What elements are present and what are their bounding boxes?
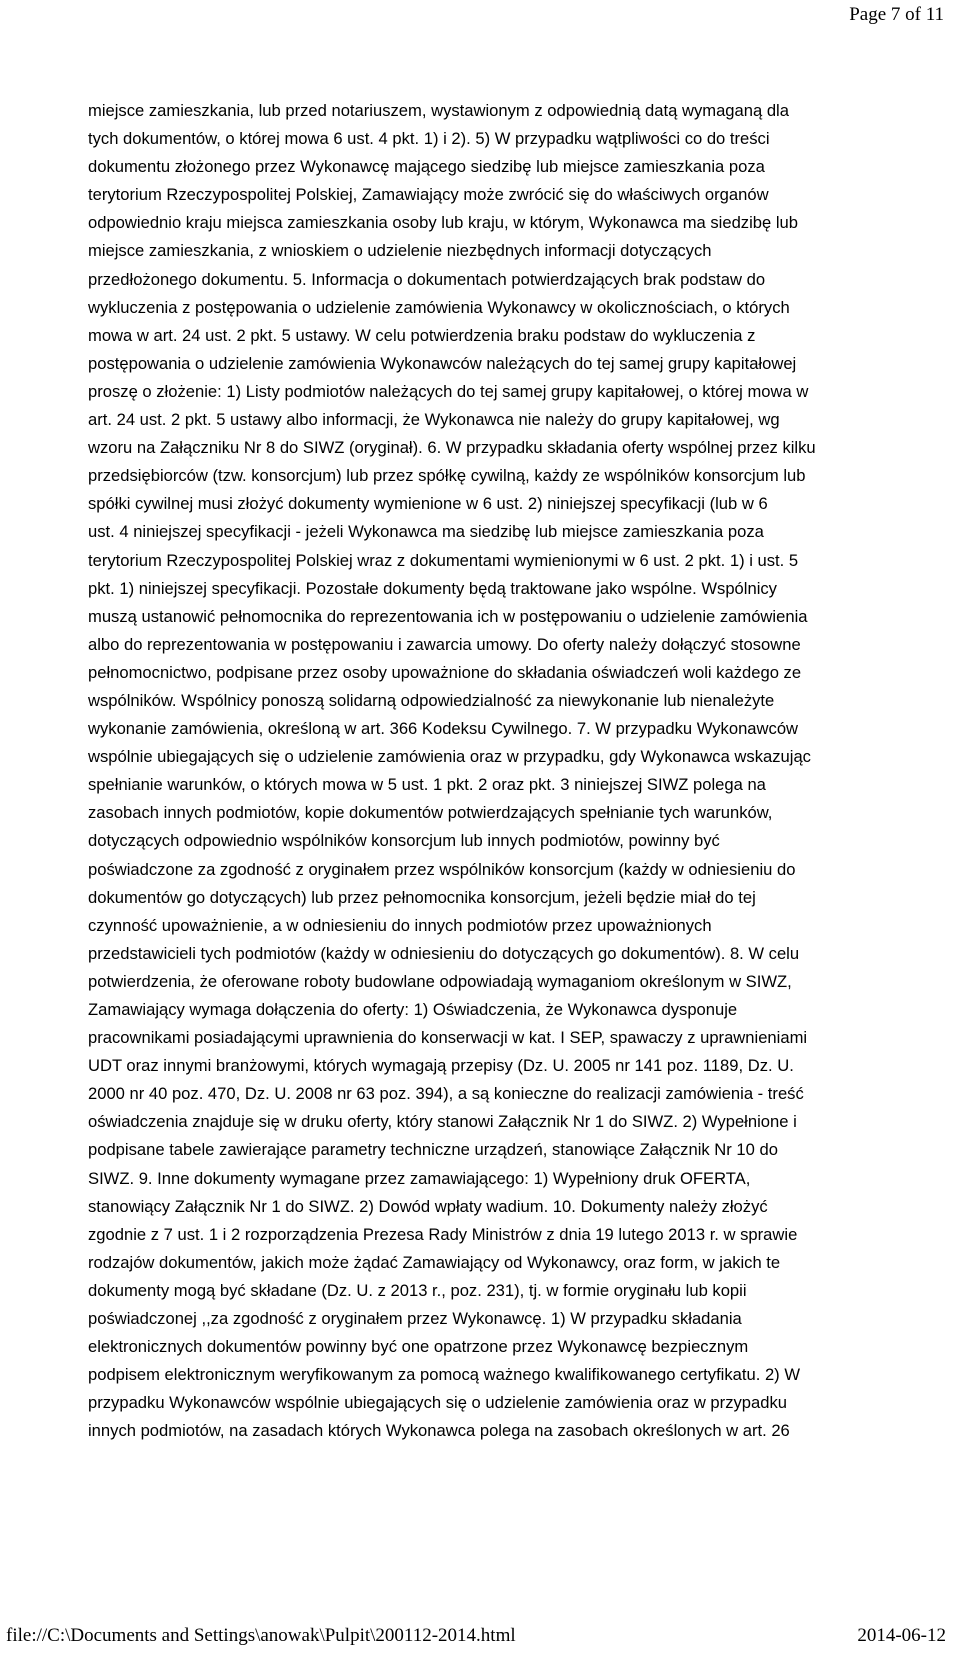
body-text-line: dokumentu złożonego przez Wykonawcę mającego siedzibę lub miejsce zamieszkania poza <box>88 157 765 177</box>
body-text-line: podpisane tabele zawierające parametry techniczne urządzeń, stanowiące Załącznik Nr 10 do <box>88 1140 778 1160</box>
body-text-line: pracownikami posiadającymi uprawnienia do konserwacji w kat. I SEP, spawaczy z uprawnieniami <box>88 1028 808 1048</box>
body-text-line: mowa w art. 24 ust. 2 pkt. 5 ustawy. W celu potwierdzenia braku podstaw do wykluczenia z <box>88 325 756 345</box>
body-text-line: muszą ustanowić pełnomocnika do reprezentowania ich w postępowaniu o udzielenie zamówienia <box>88 606 808 626</box>
body-text-line: oświadczenia znajduje się w druku oferty, który stanowi Załącznik Nr 1 do SIWZ. 2) Wypełnione i <box>88 1112 797 1132</box>
body-text-line: wspólników. Wspólnicy ponoszą solidarną odpowiedzialność za niewykonanie lub nienależyte <box>88 690 775 710</box>
body-text-line: terytorium Rzeczypospolitej Polskiej, Zamawiający może zwrócić się do właściwych organów <box>88 185 769 205</box>
body-text-line: rodzajów dokumentów, jakich może żądać Zamawiający od Wykonawcy, oraz form, w jakich te <box>88 1252 781 1272</box>
footer-file-path: file://C:\Documents and Settings\anowak\Pulpit\200112-2014.html <box>6 1625 516 1646</box>
body-text-line: Zamawiający wymaga dołączenia do oferty: 1) Oświadczenia, że Wykonawca dysponuje <box>88 1000 738 1019</box>
body-text-line: zasobach innych podmiotów, kopie dokumentów potwierdzających spełnianie tych warunków, <box>88 803 773 823</box>
body-text-line: poświadczonej ,,za zgodność z oryginałem przez Wykonawcę. 1) W przypadku składania <box>88 1309 742 1329</box>
document-body <box>88 97 928 1446</box>
body-text-line: art. 24 ust. 2 pkt. 5 ustawy albo informacji, że Wykonawca nie należy do grupy kapitałowej, wg <box>88 410 780 430</box>
body-text-line: czynność upoważnienie, a w odniesieniu do innych podmiotów przez upoważnionych <box>88 915 712 935</box>
body-text-line: terytorium Rzeczypospolitej Polskiej wraz z dokumentami wymienionymi w 6 ust. 2 pkt. 1) i ust. 5 <box>88 550 799 570</box>
body-text-line: przedsiębiorców (tzw. konsorcjum) lub przez spółkę cywilną, każdy ze wspólników konsorcjum lub <box>88 466 806 486</box>
body-text-line: potwierdzenia, że oferowane roboty budowlane odpowiadają wymaganiom określonym w SIWZ, <box>88 971 792 991</box>
body-text-line: elektronicznych dokumentów powinny być one opatrzone przez Wykonawcę bezpiecznym <box>88 1337 749 1357</box>
body-text-line: spełnianie warunków, o których mowa w 5 ust. 1 pkt. 2 oraz pkt. 3 niniejszej SIWZ polega na <box>88 775 766 795</box>
body-text-line: dokumenty mogą być składane (Dz. U. z 2013 r., poz. 231), tj. w formie oryginału lub kopii <box>88 1280 747 1300</box>
body-text-line: spółki cywilnej musi złożyć dokumenty wymienione w 6 ust. 2) niniejszej specyfikacji (lub w 6 <box>88 494 768 514</box>
body-text-line: miejsce zamieszkania, z wnioskiem o udzielenie niezbędnych informacji dotyczących <box>88 241 712 261</box>
body-text-line: 2000 nr 40 poz. 470, Dz. U. 2008 nr 63 poz. 394), a są konieczne do realizacji zamówienia - treść <box>88 1084 804 1104</box>
body-text-line: SIWZ. 9. Inne dokumenty wymagane przez zamawiającego: 1) Wypełniony druk OFERTA, <box>88 1168 751 1188</box>
body-text-line: stanowiący Załącznik Nr 1 do SIWZ. 2) Dowód wpłaty wadium. 10. Dokumenty należy złożyć <box>88 1196 768 1216</box>
body-text-line: poświadczone za zgodność z oryginałem przez wspólników konsorcjum (każdy w odniesieniu do <box>88 859 796 879</box>
body-text-line: postępowania o udzielenie zamówienia Wykonawców należących do tej samej grupy kapitałowej <box>88 353 797 373</box>
body-text-line: wspólnie ubiegających się o udzielenie zamówienia oraz w przypadku, gdy Wykonawca wskazując <box>88 747 811 767</box>
body-text-line: podpisem elektronicznym weryfikowanym za pomocą ważnego kwalifikowanego certyfikatu. 2) W <box>88 1365 800 1385</box>
body-text-line: zgodnie z 7 ust. 1 i 2 rozporządzenia Prezesa Rady Ministrów z dnia 19 lutego 2013 r. w sprawie <box>88 1224 798 1244</box>
body-text-line: tych dokumentów, o której mowa 6 ust. 4 pkt. 1) i 2). 5) W przypadku wątpliwości co do treści <box>88 129 770 149</box>
body-text-line: przedłożonego dokumentu. 5. Informacja o dokumentach potwierdzających brak podstaw do <box>88 269 766 289</box>
body-text-line: przypadku Wykonawców wspólnie ubiegających się o udzielenie zamówienia oraz w przypadku <box>88 1393 787 1413</box>
body-text-line: dotyczących odpowiednio wspólników konsorcjum lub innych podmiotów, powinny być <box>88 831 720 851</box>
body-text-line: wzoru na Załączniku Nr 8 do SIWZ (oryginał). 6. W przypadku składania oferty wspólnej przez kilku <box>88 438 816 458</box>
body-text-line: innych podmiotów, na zasadach których Wykonawca polega na zasobach określonych w art. 26 <box>88 1421 790 1441</box>
body-text-line: UDT oraz innymi branżowymi, których wymagają przepisy (Dz. U. 2005 nr 141 poz. 1189, Dz. U. <box>88 1056 794 1076</box>
body-text-line: pełnomocnictwo, podpisane przez osoby upoważnione do składania oświadczeń woli każdego ze <box>88 662 802 682</box>
body-text-line: miejsce zamieszkania, lub przed notariuszem, wystawionym z odpowiednią datą wymaganą dla <box>88 101 789 120</box>
body-text-line: wykluczenia z postępowania o udzielenie zamówienia Wykonawcy w okolicznościach, o których <box>88 297 790 317</box>
body-text-line: przedstawicieli tych podmiotów (każdy w odniesieniu do dotyczących go dokumentów). 8. W celu <box>88 943 800 963</box>
page-number: Page 7 of 11 <box>849 4 944 25</box>
body-text-line: albo do reprezentowania w postępowaniu i zawarcia umowy. Do oferty należy dołączyć stosowne <box>88 634 801 654</box>
body-text-line: dokumentów go dotyczących) lub przez pełnomocnika konsorcjum, jeżeli będzie miał do tej <box>88 887 756 907</box>
body-text-line: wykonanie zamówienia, określoną w art. 366 Kodeksu Cywilnego. 7. W przypadku Wykonawców <box>88 719 799 739</box>
body-text-line: odpowiednio kraju miejsca zamieszkania osoby lub kraju, w którym, Wykonawca ma siedzibę lub <box>88 213 799 233</box>
footer-date: 2014-06-12 <box>857 1625 946 1646</box>
body-text-line: pkt. 1) niniejszej specyfikacji. Pozostałe dokumenty będą traktowane jako wspólne. Wspólnicy <box>88 578 777 598</box>
body-text-line: ust. 4 niniejszej specyfikacji - jeżeli Wykonawca ma siedzibę lub miejsce zamieszkania poza <box>88 522 764 542</box>
body-text-line: proszę o złożenie: 1) Listy podmiotów należących do tej samej grupy kapitałowej, o której mowa w <box>88 381 809 401</box>
